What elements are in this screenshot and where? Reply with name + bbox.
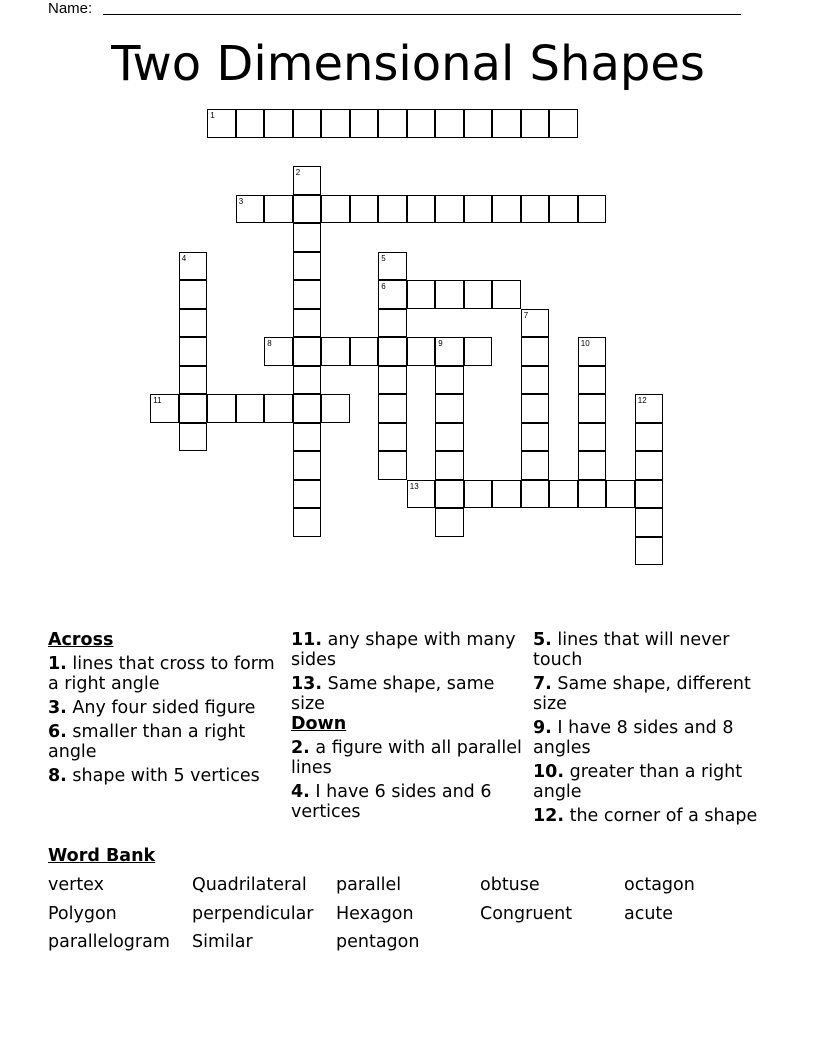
cell-number: 1 bbox=[210, 111, 215, 121]
crossword-cell[interactable] bbox=[293, 166, 322, 195]
crossword-cell[interactable] bbox=[464, 480, 493, 509]
cell-number: 11 bbox=[153, 396, 162, 406]
word-bank-item: acute bbox=[624, 904, 674, 924]
crossword-cell[interactable] bbox=[293, 480, 322, 509]
crossword-cell[interactable] bbox=[293, 394, 322, 423]
crossword-cell[interactable] bbox=[435, 280, 464, 309]
crossword-cell[interactable] bbox=[179, 280, 208, 309]
crossword-cell[interactable] bbox=[464, 280, 493, 309]
crossword-cell[interactable] bbox=[578, 451, 607, 480]
crossword-cell[interactable] bbox=[378, 451, 407, 480]
crossword-cell[interactable] bbox=[293, 109, 322, 138]
crossword-cell[interactable] bbox=[435, 508, 464, 537]
crossword-cell[interactable] bbox=[549, 195, 578, 224]
word-bank-item: Congruent bbox=[480, 904, 573, 924]
clue-down-7: 7. Same shape, different size bbox=[533, 674, 751, 714]
cell-number: 9 bbox=[438, 339, 443, 349]
clue-down-5: 5. lines that will never touch bbox=[533, 630, 730, 670]
crossword-cell[interactable] bbox=[293, 451, 322, 480]
crossword-cell[interactable] bbox=[521, 451, 550, 480]
crossword-cell[interactable] bbox=[236, 109, 265, 138]
crossword-cell[interactable] bbox=[293, 309, 322, 338]
clue-down-4: 4. I have 6 sides and 6 vertices bbox=[291, 782, 492, 822]
crossword-cell[interactable] bbox=[179, 337, 208, 366]
word-bank-item: octagon bbox=[624, 875, 695, 895]
crossword-cell[interactable] bbox=[264, 195, 293, 224]
cell-number: 10 bbox=[580, 339, 590, 349]
crossword-cell[interactable] bbox=[264, 337, 293, 366]
crossword-cell[interactable] bbox=[435, 394, 464, 423]
clue-across-8: 8. shape with 5 vertices bbox=[48, 766, 260, 786]
cell-number: 2 bbox=[295, 168, 301, 178]
crossword-cell[interactable] bbox=[293, 508, 322, 537]
clue-down-12: 12. the corner of a shape bbox=[533, 806, 758, 826]
crossword-cell[interactable] bbox=[293, 223, 322, 252]
crossword-cell[interactable] bbox=[407, 480, 436, 509]
crossword-cell[interactable] bbox=[521, 337, 550, 366]
crossword-cell[interactable] bbox=[635, 423, 664, 452]
crossword-cell[interactable] bbox=[578, 337, 607, 366]
clue-column-3 bbox=[533, 630, 765, 826]
crossword-cell[interactable] bbox=[549, 480, 578, 509]
crossword-cell[interactable] bbox=[492, 480, 521, 509]
clue-down-2: 2. a figure with all parallel lines bbox=[291, 738, 522, 778]
down-heading: Down bbox=[291, 714, 347, 734]
crossword-cell[interactable] bbox=[578, 423, 607, 452]
crossword-cell[interactable] bbox=[378, 394, 407, 423]
crossword-cell[interactable] bbox=[207, 394, 236, 423]
crossword-cell[interactable] bbox=[378, 252, 407, 281]
crossword-cell[interactable] bbox=[521, 109, 550, 138]
crossword-cell[interactable] bbox=[521, 423, 550, 452]
crossword-cell[interactable] bbox=[464, 337, 493, 366]
cell-number: 4 bbox=[181, 253, 187, 263]
crossword-cell[interactable] bbox=[378, 109, 407, 138]
crossword-cell[interactable] bbox=[293, 195, 322, 224]
crossword-cell[interactable] bbox=[350, 337, 379, 366]
crossword-cell[interactable] bbox=[350, 195, 379, 224]
crossword-cell[interactable] bbox=[293, 280, 322, 309]
crossword-cell[interactable] bbox=[350, 109, 379, 138]
crossword-cell[interactable] bbox=[578, 394, 607, 423]
crossword-cell[interactable] bbox=[521, 195, 550, 224]
crossword-cell[interactable] bbox=[521, 480, 550, 509]
across-heading: Across bbox=[48, 630, 114, 650]
crossword-cell[interactable] bbox=[464, 109, 493, 138]
cell-number: 12 bbox=[637, 396, 647, 406]
crossword-cell[interactable] bbox=[435, 337, 464, 366]
cell-number: 5 bbox=[381, 253, 386, 263]
crossword-cell[interactable] bbox=[264, 394, 293, 423]
clue-across-3: 3. Any four sided figure bbox=[48, 698, 256, 718]
word-bank-heading: Word Bank bbox=[48, 846, 156, 866]
crossword-cell[interactable] bbox=[549, 109, 578, 138]
crossword-cell[interactable] bbox=[435, 480, 464, 509]
word-bank-item: perpendicular bbox=[192, 904, 314, 924]
crossword-cell[interactable] bbox=[179, 366, 208, 395]
crossword-cell[interactable] bbox=[378, 337, 407, 366]
crossword-cell[interactable] bbox=[321, 394, 350, 423]
word-bank-item: Quadrilateral bbox=[192, 875, 307, 895]
crossword-cell[interactable] bbox=[521, 309, 550, 338]
word-bank-item: Similar bbox=[192, 932, 253, 952]
word-bank-item: pentagon bbox=[336, 932, 420, 952]
crossword-cell[interactable] bbox=[378, 309, 407, 338]
crossword-cell[interactable] bbox=[635, 451, 664, 480]
cell-number: 3 bbox=[238, 196, 244, 206]
clue-column-2 bbox=[291, 630, 523, 822]
crossword-cell[interactable] bbox=[635, 480, 664, 509]
crossword-cell[interactable] bbox=[378, 423, 407, 452]
crossword-cell[interactable] bbox=[578, 195, 607, 224]
crossword-cell[interactable] bbox=[179, 423, 208, 452]
crossword-cell[interactable] bbox=[179, 394, 208, 423]
crossword-cell[interactable] bbox=[635, 537, 664, 566]
clue-down-9: 9. I have 8 sides and 8 angles bbox=[533, 718, 734, 758]
crossword-cell[interactable] bbox=[264, 109, 293, 138]
crossword-cell[interactable] bbox=[435, 423, 464, 452]
name-label: Name: bbox=[48, 0, 93, 17]
crossword-cell[interactable] bbox=[293, 366, 322, 395]
crossword-cell[interactable] bbox=[321, 195, 350, 224]
crossword-cell[interactable] bbox=[635, 508, 664, 537]
word-bank-item: vertex bbox=[48, 875, 104, 895]
crossword-cell[interactable] bbox=[578, 480, 607, 509]
crossword-cell[interactable] bbox=[293, 252, 322, 281]
cell-number: 6 bbox=[381, 282, 386, 292]
clue-across-11: 11. any shape with many sides bbox=[291, 630, 516, 670]
crossword-cell[interactable] bbox=[321, 109, 350, 138]
crossword-cell[interactable] bbox=[435, 109, 464, 138]
crossword-cell[interactable] bbox=[492, 280, 521, 309]
crossword-cell[interactable] bbox=[407, 109, 436, 138]
crossword-cell[interactable] bbox=[207, 109, 236, 138]
page-title: Two Dimensional Shapes bbox=[111, 36, 705, 92]
word-bank-item: parallelogram bbox=[48, 932, 170, 952]
word-bank-item: Hexagon bbox=[336, 904, 414, 924]
crossword-cell[interactable] bbox=[492, 195, 521, 224]
word-bank-item: obtuse bbox=[480, 875, 540, 895]
word-bank-item: parallel bbox=[336, 875, 402, 895]
crossword-cell[interactable] bbox=[435, 195, 464, 224]
crossword-cell[interactable] bbox=[378, 195, 407, 224]
crossword-cell[interactable] bbox=[293, 423, 322, 452]
cell-number: 7 bbox=[523, 310, 529, 320]
crossword-cell[interactable] bbox=[179, 309, 208, 338]
crossword-cell[interactable] bbox=[435, 366, 464, 395]
cell-number: 13 bbox=[409, 481, 419, 491]
crossword-cell[interactable] bbox=[407, 195, 436, 224]
crossword-cell[interactable] bbox=[236, 394, 265, 423]
crossword-cell[interactable] bbox=[378, 366, 407, 395]
crossword-cell[interactable] bbox=[464, 195, 493, 224]
crossword-cell[interactable] bbox=[378, 280, 407, 309]
crossword-cell[interactable] bbox=[578, 366, 607, 395]
clue-column-1 bbox=[48, 630, 280, 786]
crossword-cell[interactable] bbox=[635, 394, 664, 423]
clue-across-6: 6. smaller than a right angle bbox=[48, 722, 246, 762]
crossword-cell[interactable] bbox=[407, 280, 436, 309]
crossword-cell[interactable] bbox=[179, 252, 208, 281]
crossword-cell[interactable] bbox=[521, 366, 550, 395]
crossword-cell[interactable] bbox=[521, 394, 550, 423]
crossword-cell[interactable] bbox=[293, 337, 322, 366]
crossword-cell[interactable] bbox=[435, 451, 464, 480]
crossword-cell[interactable] bbox=[492, 109, 521, 138]
cell-number: 8 bbox=[267, 339, 272, 349]
crossword-cell[interactable] bbox=[236, 195, 265, 224]
clue-across-13: 13. Same shape, same size bbox=[291, 674, 495, 714]
clue-across-1: 1. lines that cross to form a right angle bbox=[48, 654, 275, 694]
crossword-cell[interactable] bbox=[321, 337, 350, 366]
word-bank-item: Polygon bbox=[48, 904, 117, 924]
crossword-cell[interactable] bbox=[606, 480, 635, 509]
crossword-cell[interactable] bbox=[150, 394, 179, 423]
crossword-cell[interactable] bbox=[407, 337, 436, 366]
clue-down-10: 10. greater than a right angle bbox=[533, 762, 743, 802]
